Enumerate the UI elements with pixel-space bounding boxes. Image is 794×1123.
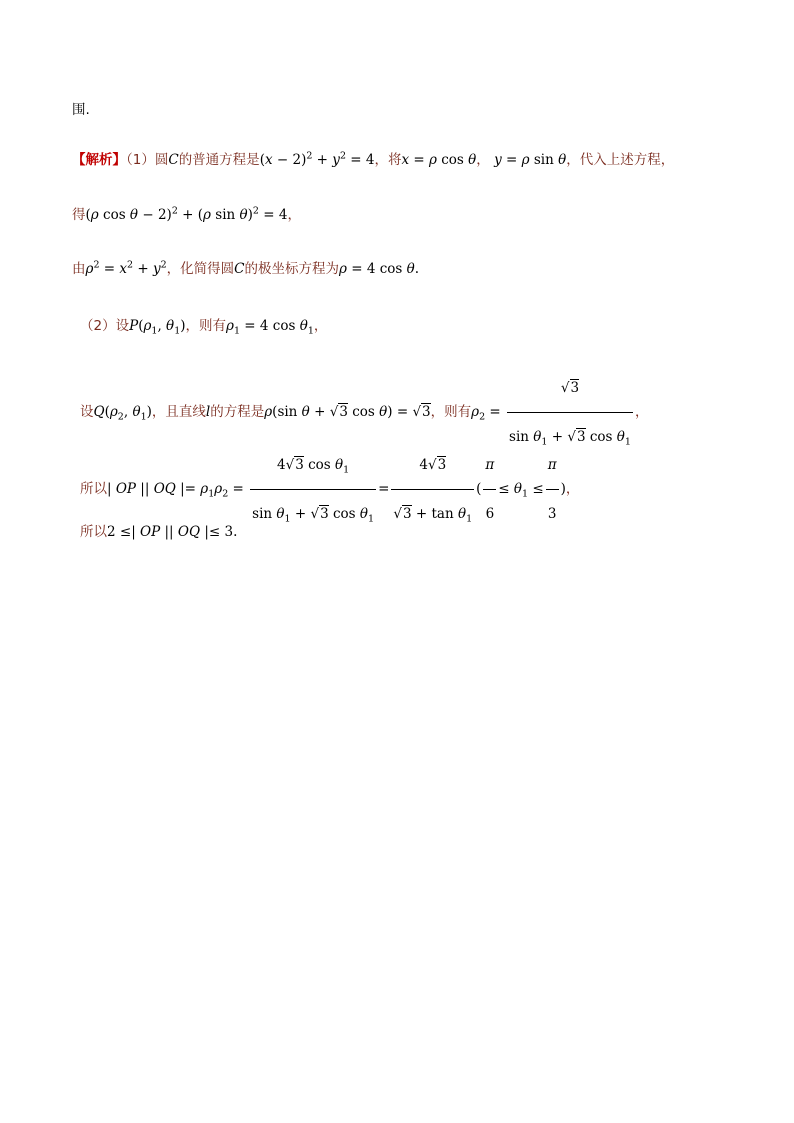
solution-line-7: 所以2 ≤| OP || OQ |≤ 3. [80, 524, 238, 540]
solution-line-5: 设$Q(\rho_2$, $\theta_1$)，且直线l的方程是ρ(sin θ + √3 cos θ) = √3，则有$\rho_2$ = $\frac{√3}{\sin \theta_1 + √3 \cos \theta_1}$ ， [80, 366, 648, 459]
jiexi-label: 【解析】 [72, 152, 126, 168]
solution-line-3: 由$\rho^2 = x^2 + y^2$，化简得圆C的极坐标方程为ρ = 4 cos θ. [72, 259, 420, 277]
top-fragment: 围. [72, 102, 90, 118]
circle-equation: $(x - 2)^2 + y^2 = 4$ [259, 150, 375, 168]
solution-line-6: 所以| OP || OQ |= $\rho_1\rho_2$ = $\frac{4√3 \cos \theta_1}{\sin \theta_1 + √3 \cos \theta_1}$ = $\frac{4√3}{√3 + \tan \theta_1}$ ( $\frac{\pi}{6}$ ≤ $\theta_1$ ≤ $\frac{\pi}{3}$ )， [80, 443, 579, 536]
solution-line-4: （2）设$P(\rho_1$, $\theta_1$)，则有$\rho_1 = 4$ $\cos \theta_1$， [80, 318, 328, 337]
solution-line-2: 得(ρ cos θ − 2)$^2$ + (ρ sin θ)$^2$ = 4， [72, 205, 301, 223]
solution-line-1: 【解析】（1）圆C的普通方程是$(x - 2)^2 + y^2 = 4$，将x = ρ cos θ， y = ρ sin θ，代入上述方程， [72, 150, 675, 168]
rho2-fraction: $\frac{√3}{\sin \theta_1 + √3 \cos \theta_1}$ [507, 366, 633, 459]
